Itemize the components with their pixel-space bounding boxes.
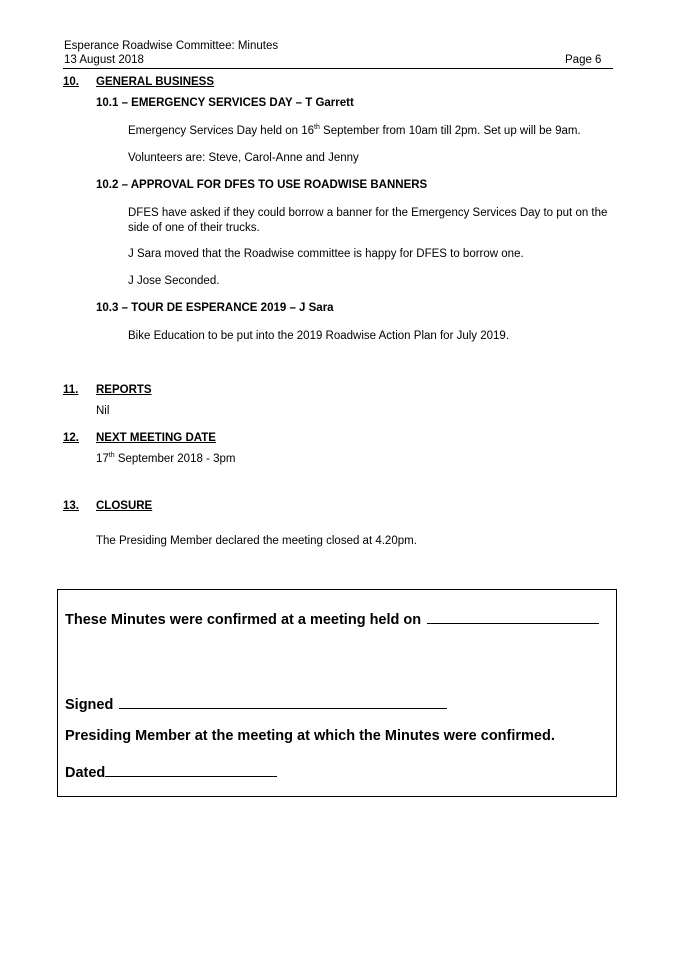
section-12-text: 17th September 2018 - 3pm [96, 452, 236, 465]
document-title: Esperance Roadwise Committee: Minutes [64, 40, 279, 52]
meeting-date-blank [427, 609, 599, 624]
section-13-number: 13. [63, 500, 79, 512]
section-11-text: Nil [96, 405, 110, 417]
page-number: Page 6 [565, 54, 602, 66]
confirmation-dated-line: Dated [65, 762, 277, 781]
section-13-title: CLOSURE [96, 500, 153, 512]
item-10-3-heading: 10.3 – TOUR DE ESPERANCE 2019 – J Sara [96, 302, 334, 314]
header-rule [63, 68, 613, 69]
signature-blank [119, 694, 447, 709]
confirmation-meeting-line: These Minutes were confirmed at a meeting held on [65, 609, 599, 628]
item-10-2-heading: 10.2 – APPROVAL FOR DFES TO USE ROADWISE BANNERS [96, 179, 428, 191]
item-10-2-paragraph-1: DFES have asked if they could borrow a banner for the Emergency Services Day to put on the side of one of their trucks. [128, 207, 608, 234]
document-date: 13 August 2018 [64, 54, 144, 66]
dated-blank [105, 762, 277, 777]
section-10-number: 10. [63, 76, 79, 88]
section-10-title: GENERAL BUSINESS [96, 76, 215, 88]
section-12-number: 12. [63, 432, 79, 444]
item-10-1-paragraph-2: Volunteers are: Steve, Carol-Anne and Jenny [128, 152, 359, 164]
section-11-number: 11. [63, 384, 79, 396]
item-10-2-paragraph-2: J Sara moved that the Roadwise committee is happy for DFES to borrow one. [128, 248, 524, 260]
item-10-1-paragraph-1: Emergency Services Day held on 16th September from 10am till 2pm. Set up will be 9am. [128, 124, 581, 137]
item-10-2-paragraph-3: J Jose Seconded. [128, 275, 220, 287]
confirmation-presiding-line: Presiding Member at the meeting at which the Minutes were confirmed. [65, 728, 555, 744]
item-10-1-heading: 10.1 – EMERGENCY SERVICES DAY – T Garrett [96, 97, 354, 109]
confirmation-signed-line: Signed [65, 694, 447, 713]
section-12-title: NEXT MEETING DATE [96, 432, 216, 444]
section-13-text: The Presiding Member declared the meeting closed at 4.20pm. [96, 535, 417, 547]
section-11-title: REPORTS [96, 384, 152, 396]
item-10-3-paragraph-1: Bike Education to be put into the 2019 Roadwise Action Plan for July 2019. [128, 330, 510, 342]
